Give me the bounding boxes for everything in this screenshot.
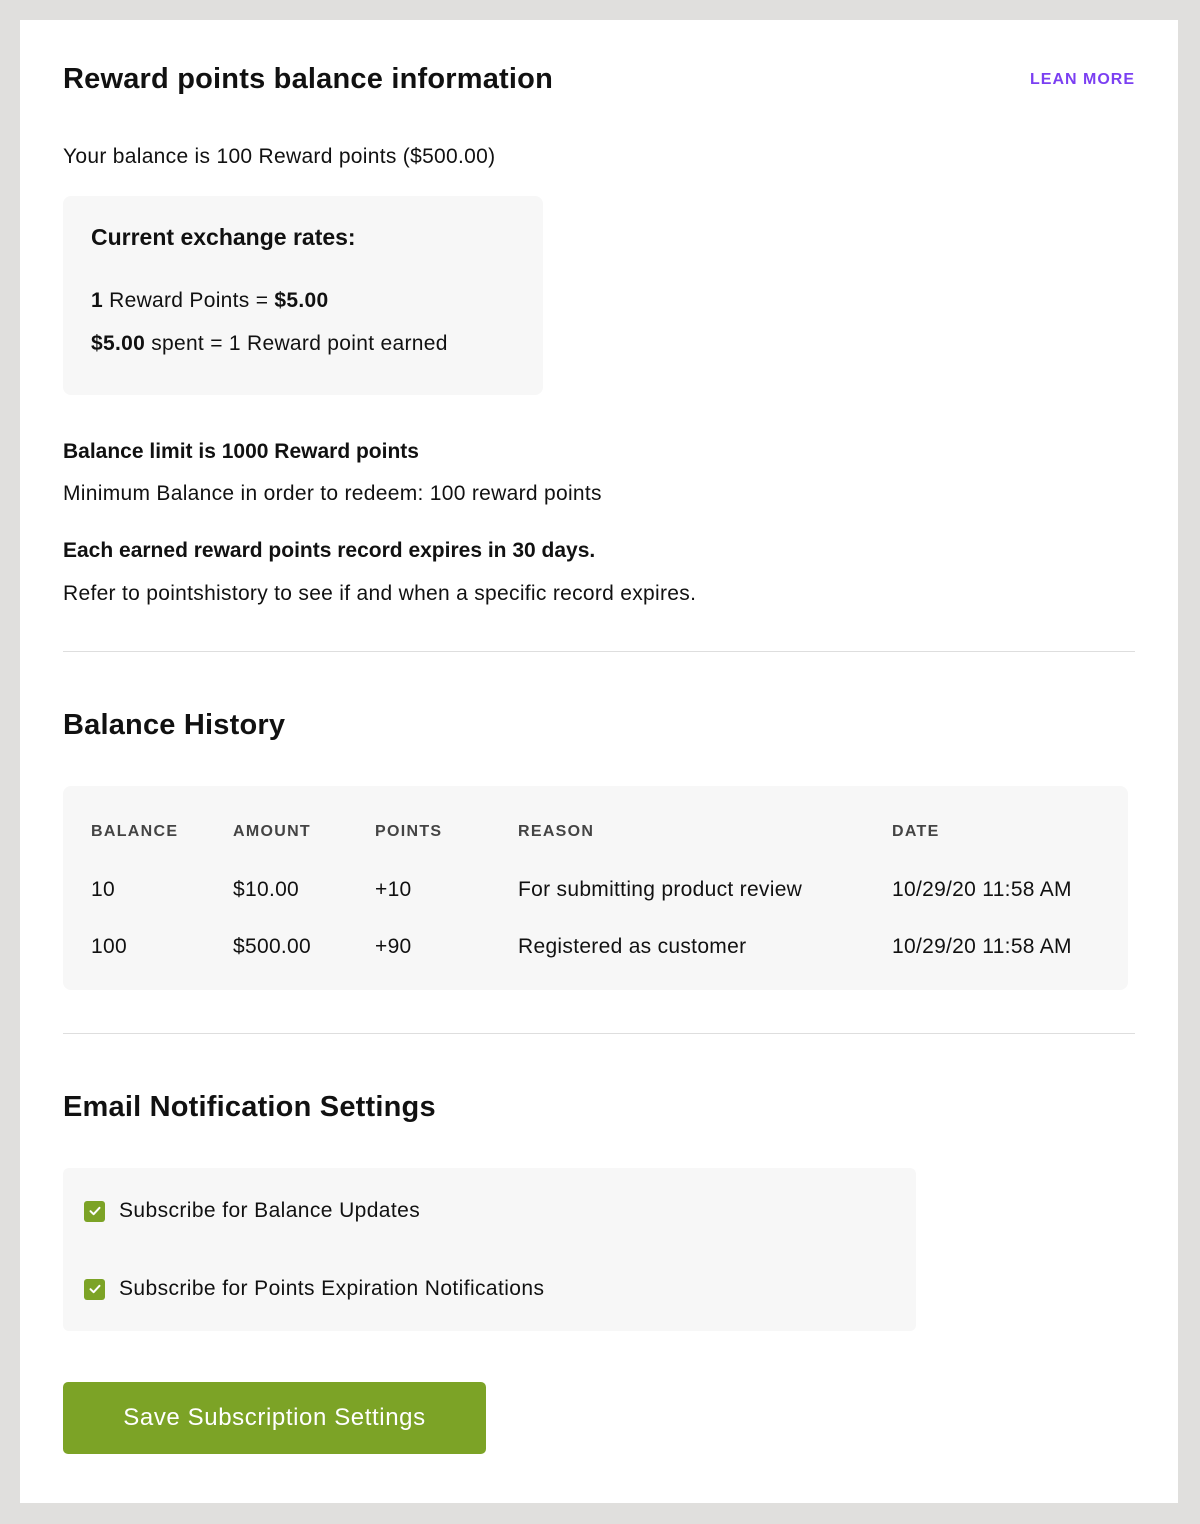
cell-points: +10 [375, 878, 412, 901]
balance-limit: Balance limit is 1000 Reward points [63, 440, 419, 463]
rate-points-value: $5.00 [274, 289, 329, 312]
expiration-notifications-option[interactable] [84, 1277, 544, 1301]
column-header-balance: BALANCE [91, 823, 179, 840]
expiration-text: Refer to pointshistory to see if and when a specific record expires. [63, 582, 697, 605]
divider [63, 1033, 1135, 1034]
rate-points-count: 1 [91, 289, 103, 312]
balance-updates-option[interactable] [84, 1199, 420, 1223]
cell-amount: $500.00 [233, 935, 312, 958]
table-row [63, 878, 1128, 908]
page-title: Reward points balance information [63, 63, 553, 95]
minimum-balance: Minimum Balance in order to redeem: 100 reward points [63, 482, 602, 505]
exchange-rate-points [91, 289, 328, 313]
checkmark-icon [88, 1282, 102, 1296]
rate-points-text: Reward Points = [102, 289, 275, 312]
notification-settings-panel [63, 1168, 916, 1331]
save-subscription-button[interactable]: Save Subscription Settings [63, 1382, 486, 1454]
balance-updates-label: Subscribe for Balance Updates [119, 1199, 421, 1222]
exchange-rate-spent [91, 332, 448, 356]
email-notification-title: Email Notification Settings [63, 1091, 436, 1123]
exchange-rates-panel [63, 196, 543, 395]
cell-date: 10/29/20 11:58 AM [892, 935, 1072, 958]
expiration-title: Each earned reward points record expires in 30 days. [63, 539, 596, 562]
checkmark-icon [88, 1204, 102, 1218]
cell-balance: 10 [91, 878, 115, 901]
reward-points-card [20, 20, 1178, 1503]
cell-amount: $10.00 [233, 878, 300, 901]
cell-reason: For submitting product review [518, 878, 803, 901]
balance-summary: Your balance is 100 Reward points ($500.00) [63, 145, 496, 168]
expiration-notifications-label: Subscribe for Points Expiration Notifications [119, 1277, 545, 1300]
column-header-date: DATE [892, 823, 940, 840]
column-header-reason: REASON [518, 823, 595, 840]
expiration-notifications-checkbox[interactable] [84, 1279, 105, 1300]
learn-more-link[interactable]: LEAN MORE [1030, 71, 1135, 88]
cell-balance: 100 [91, 935, 127, 958]
cell-date: 10/29/20 11:58 AM [892, 878, 1072, 901]
rate-spent-amount: $5.00 [91, 332, 146, 355]
table-row [63, 935, 1128, 965]
balance-history-title: Balance History [63, 709, 286, 741]
cell-reason: Registered as customer [518, 935, 747, 958]
rate-spent-text: spent = 1 Reward point earned [145, 332, 448, 355]
cell-points: +90 [375, 935, 412, 958]
column-header-amount: AMOUNT [233, 823, 312, 840]
exchange-rates-title: Current exchange rates: [91, 224, 356, 250]
divider [63, 651, 1135, 652]
balance-updates-checkbox[interactable] [84, 1201, 105, 1222]
column-header-points: POINTS [375, 823, 443, 840]
balance-history-table [63, 786, 1128, 990]
